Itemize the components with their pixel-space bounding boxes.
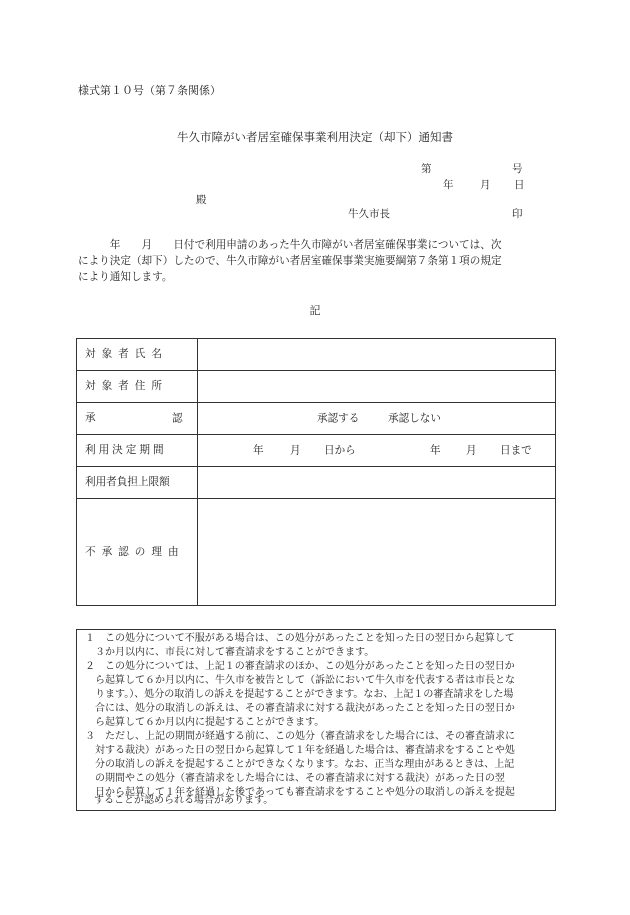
note-2-line-5: ら起算して６か月以内に提起することができます。 bbox=[95, 717, 325, 728]
note-1-line-1: １ この処分について不服がある場合は、この処分があったことを知った日の翌日から起算して bbox=[85, 633, 515, 644]
disapprove-option[interactable]: 承認しない bbox=[388, 412, 441, 425]
note-3-line-6: することが認められる場合があります。 bbox=[94, 795, 274, 806]
table-row bbox=[77, 435, 556, 467]
recipient-suffix: 殿 bbox=[196, 194, 207, 206]
label-approval: 承 認 bbox=[77, 403, 198, 435]
label-decision-period: 利用決定期間 bbox=[77, 435, 198, 467]
period-to-label: 日まで bbox=[500, 444, 532, 457]
note-3-line-2: 対する裁決）があった日の翌日から起算して１年を経過した場合は、審査請求をすることや処 bbox=[95, 745, 515, 756]
subject-name-field[interactable] bbox=[198, 339, 556, 371]
note-2-line-3: ります。）、処分の取消しの訴えを提起することができます。なお、上記１の審査請求をした場 bbox=[95, 689, 514, 700]
subject-address-field[interactable] bbox=[198, 371, 556, 403]
rejection-reason-field[interactable] bbox=[198, 499, 556, 606]
label-rejection-reason: 不承認の理由 bbox=[77, 499, 198, 606]
notes-box bbox=[76, 629, 556, 811]
body-line-3: により通知します。 bbox=[78, 271, 173, 283]
number-suffix: 号 bbox=[512, 163, 523, 175]
body-line-2: により決定（却下）したので、牛久市障がい者居室確保事業実施要綱第７条第１項の規定 bbox=[78, 255, 502, 267]
table-row bbox=[77, 499, 556, 606]
label-approval-b: 認 bbox=[172, 412, 183, 425]
form-number: 様式第１０号（第７条関係） bbox=[78, 84, 221, 97]
period-month-from: 月 bbox=[290, 444, 301, 457]
table-row bbox=[77, 467, 556, 499]
period-year-from: 年 bbox=[253, 444, 264, 457]
period-year-to: 年 bbox=[430, 444, 441, 457]
date-year: 年 bbox=[443, 179, 454, 191]
note-2-line-2: ら起算して６か月以内に、牛久市を被告として（訴訟において牛久市を代表する者は市長とな bbox=[95, 675, 515, 686]
issuer-name: 牛久市長 bbox=[348, 208, 390, 220]
note-3-line-5: 日から起算して１年を経過した後であっても審査請求をすることや処分の取消しの訴えを提起 bbox=[95, 787, 515, 798]
note-2-line-1: ２ この処分については、上記１の審査請求のほか、この処分があったことを知った日の翌日か bbox=[85, 661, 515, 672]
period-month-to: 月 bbox=[466, 444, 477, 457]
body-line-1: 年 月 日付で利用申請のあった牛久市障がい者居室確保事業については、次 bbox=[78, 239, 502, 251]
note-3-line-1: ３ ただし、上記の期間が経過する前に、この処分（審査請求をした場合には、その審査請求に bbox=[85, 731, 515, 742]
approve-option[interactable]: 承認する bbox=[317, 412, 360, 425]
date-day: 日 bbox=[514, 179, 525, 191]
period-from-label: 日から bbox=[324, 444, 356, 457]
decision-period-field[interactable] bbox=[198, 435, 556, 467]
table-row bbox=[77, 371, 556, 403]
decision-table bbox=[76, 338, 556, 606]
label-cost-cap: 利用者負担上限額 bbox=[77, 467, 198, 499]
cost-cap-field[interactable] bbox=[198, 467, 556, 499]
label-subject-address: 対象者住所 bbox=[77, 371, 198, 403]
seal-mark: 印 bbox=[512, 208, 523, 220]
ki-heading: 記 bbox=[309, 304, 321, 317]
number-prefix: 第 bbox=[421, 163, 432, 175]
approval-field bbox=[198, 403, 556, 435]
note-3-line-3: 分の取消しの訴えを提起することができなくなります。なお、正当な理由があるときは、上記 bbox=[95, 759, 515, 770]
label-subject-name: 対象者氏名 bbox=[77, 339, 198, 371]
note-3-line-4: の期間やこの処分（審査請求をした場合には、その審査請求に対する裁決）があった日の翌 bbox=[95, 773, 505, 784]
date-month: 月 bbox=[480, 179, 491, 191]
table-row bbox=[77, 339, 556, 371]
note-2-line-4: 合には、処分の取消しの訴えは、その審査請求に対する裁決があったことを知った日の翌日か bbox=[95, 703, 515, 714]
table-row bbox=[77, 403, 556, 435]
note-1-line-2: ３か月以内に、市長に対して審査請求をすることができます。 bbox=[95, 647, 375, 658]
document-title: 牛久市障がい者居室確保事業利用決定（却下）通知書 bbox=[177, 130, 453, 144]
